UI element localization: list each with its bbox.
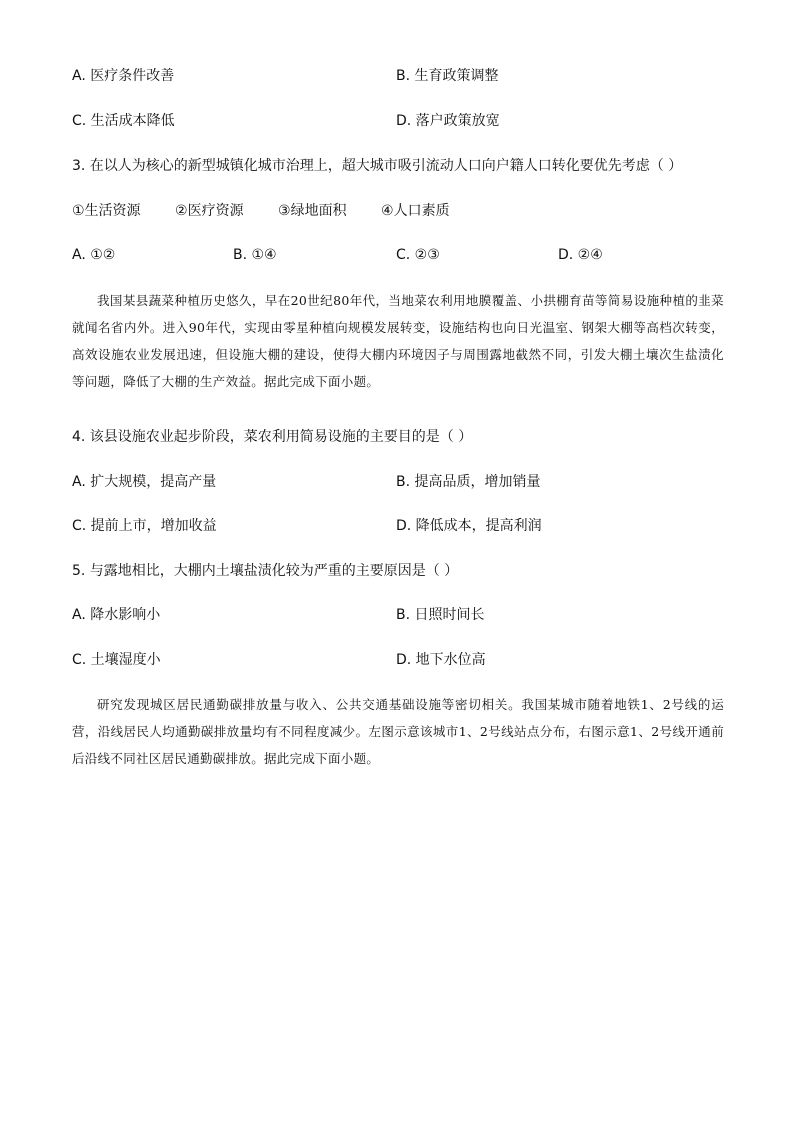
q5-option-c: C. 土壤湿度小 [72,652,161,668]
q3-items [72,201,480,221]
q3-item-3: ③绿地面积 [278,203,347,219]
q5-stem: 5. 与露地相比，大棚内土壤盐渍化较为严重的主要原因是（ ） [72,563,459,579]
q3-item-1: ①生活资源 [72,203,141,219]
q4-stem: 4. 该县设施农业起步阶段，菜农利用简易设施的主要目的是（ ） [72,429,473,445]
q2-option-b: B. 生育政策调整 [396,68,499,84]
q5-option-d: D. 地下水位高 [396,652,486,668]
q3-item-4: ④人口素质 [381,203,450,219]
q4-option-a: A. 扩大规模，提高产量 [72,474,217,490]
q4-option-d: D. 降低成本，提高利润 [396,518,542,534]
q4-option-b: B. 提高品质，增加销量 [396,474,541,490]
q3-option-d: D. ②④ [558,247,603,263]
q4-option-c: C. 提前上市，增加收益 [72,518,217,534]
q3-option-c: C. ②③ [396,247,440,263]
q5-option-a: A. 降水影响小 [72,607,161,623]
q3-item-2: ②医疗资源 [175,203,244,219]
passage-commute-carbon: 研究发现城区居民通勤碳排放量与收入、公共交通基础设施等密切相关。我国某城市随着地铁1、2号线的运营，沿线居民人均通勤碳排放量均有不同程度减少。左图示意该城市1、2号线站点分布，右图示意1、2号线开通前后沿线不同社区居民通勤碳排放。据此完成下面小题。 [72,697,724,766]
q2-option-c: C. 生活成本降低 [72,113,175,129]
q2-option-a: A. 医疗条件改善 [72,68,175,84]
q3-stem: 3. 在以人为核心的新型城镇化城市治理上，超大城市吸引流动人口向户籍人口转化要优先考虑（ ） [72,158,683,174]
q3-option-a: A. ①② [72,247,116,263]
passage-vegetable-greenhouse: 我国某县蔬菜种植历史悠久，早在20世纪80年代，当地菜农利用地膜覆盖、小拱棚育苗等简易设施种植的韭菜就闻名省内外。进入90年代，实现由零星种植向规模发展转变，设施结构也向日光温室、钢架大棚等高档次转变，高效设施农业发展迅速，但设施大棚的建设，使得大棚内环境因子与周围露地截然不同，引发大棚土壤次生盐渍化等问题，降低了大棚的生产效益。据此完成下面小题。 [72,293,724,389]
q3-option-b: B. ①④ [233,247,277,263]
q2-option-d: D. 落户政策放宽 [396,113,500,129]
q5-option-b: B. 日照时间长 [396,607,485,623]
